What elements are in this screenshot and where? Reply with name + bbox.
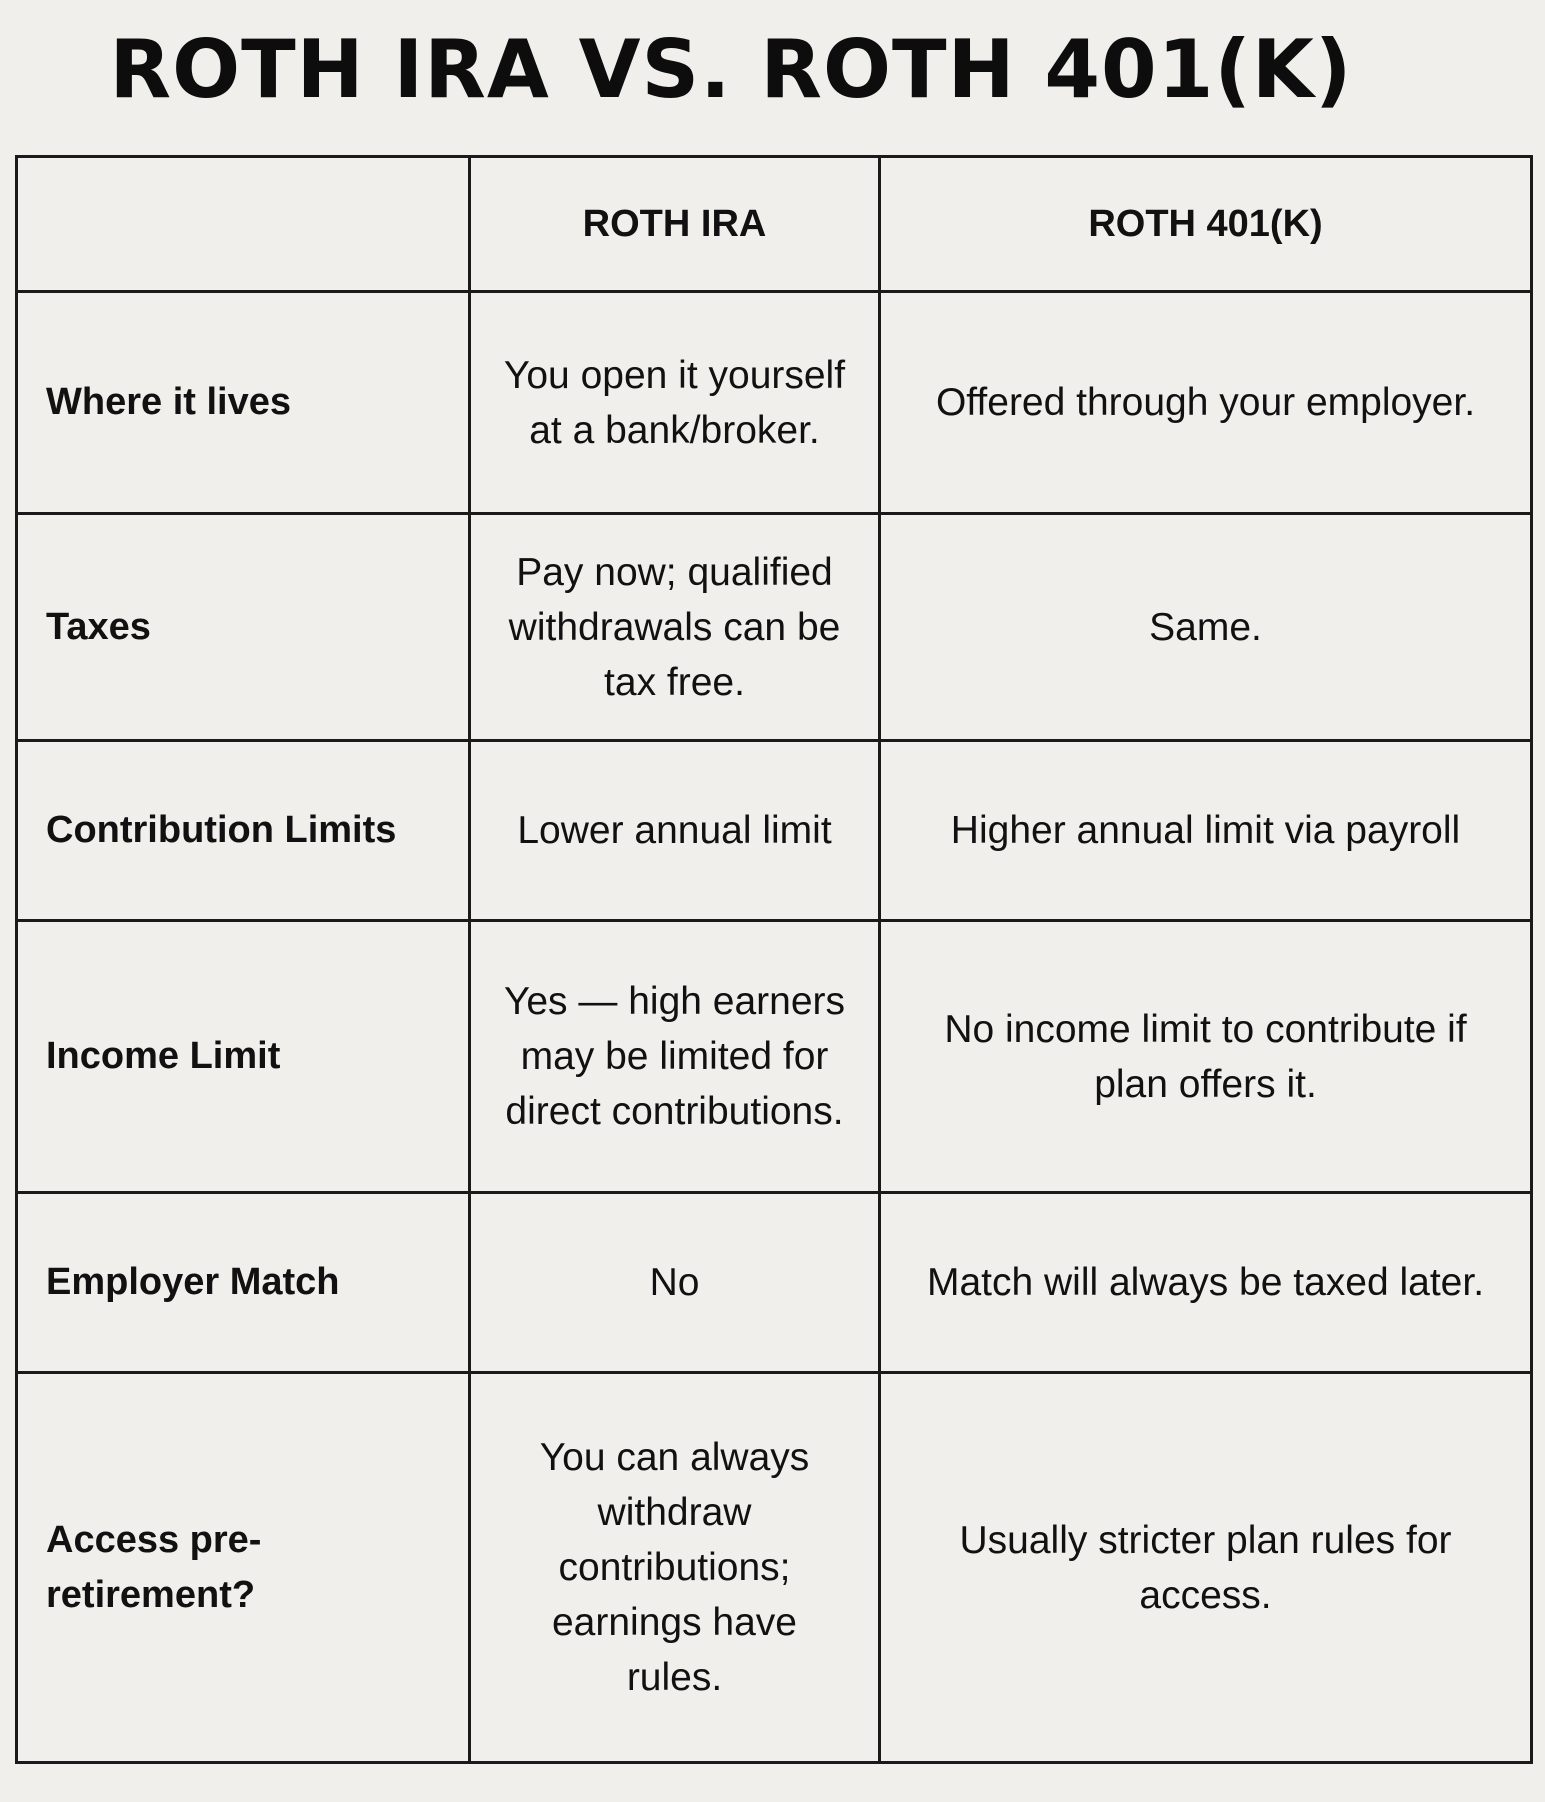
cell-roth-401k: Match will always be taxed later. xyxy=(880,1193,1532,1373)
row-label-employer-match: Employer Match xyxy=(17,1193,470,1373)
cell-roth-ira: No xyxy=(470,1193,880,1373)
cell-roth-401k: Usually stricter plan rules for access. xyxy=(880,1373,1532,1763)
cell-roth-401k: Same. xyxy=(880,514,1532,741)
header-roth-401k: ROTH 401(K) xyxy=(880,157,1532,292)
table-row xyxy=(17,1373,1532,1763)
row-label-contribution-limits: Contribution Limits xyxy=(17,741,470,921)
table-row xyxy=(17,741,1532,921)
row-label-access-pre-retirement: Access pre-retirement? xyxy=(17,1373,470,1763)
table-row xyxy=(17,514,1532,741)
table-row xyxy=(17,921,1532,1193)
cell-roth-401k: No income limit to contribute if plan offers it. xyxy=(880,921,1532,1193)
header-roth-ira: ROTH IRA xyxy=(470,157,880,292)
table-row xyxy=(17,1193,1532,1373)
page-title: ROTH IRA VS. ROTH 401(K) xyxy=(109,23,1353,116)
table-row xyxy=(17,292,1532,514)
cell-roth-401k: Higher annual limit via payroll xyxy=(880,741,1532,921)
row-label-where-it-lives: Where it lives xyxy=(17,292,470,514)
cell-roth-401k: Offered through your employer. xyxy=(880,292,1532,514)
header-empty-cell xyxy=(17,157,470,292)
cell-roth-ira: Pay now; qualified withdrawals can be tax free. xyxy=(470,514,880,741)
cell-roth-ira: Yes — high earners may be limited for direct contributions. xyxy=(470,921,880,1193)
table-header-row xyxy=(17,157,1532,292)
row-label-income-limit: Income Limit xyxy=(17,921,470,1193)
cell-roth-ira: Lower annual limit xyxy=(470,741,880,921)
comparison-table xyxy=(15,155,1533,1764)
cell-roth-ira: You open it yourself at a bank/broker. xyxy=(470,292,880,514)
row-label-taxes: Taxes xyxy=(17,514,470,741)
cell-roth-ira: You can always withdraw contributions; earnings have rules. xyxy=(470,1373,880,1763)
